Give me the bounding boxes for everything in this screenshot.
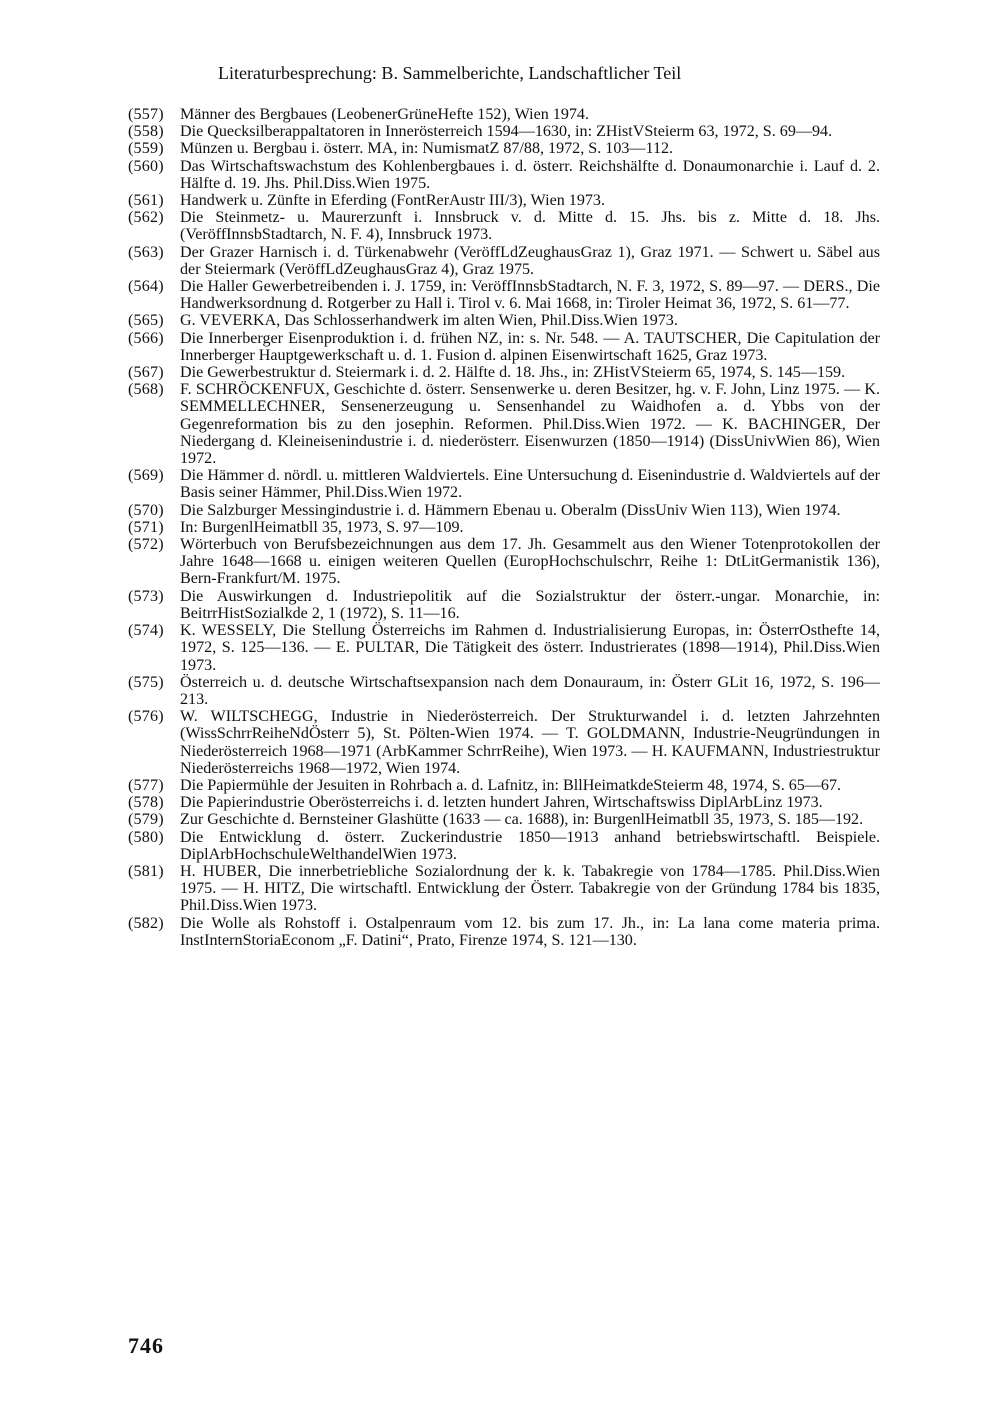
bibliography-entry: [128, 777, 880, 794]
entry-text: Die Salzburger Messingindustrie i. d. Hämmern Ebenau u. Oberalm (DissUniv Wien 113), Wien 1974.: [180, 501, 841, 519]
entry-text: Die Papiermühle der Jesuiten in Rohrbach a. d. Lafnitz, in: BllHeimatkdeSteierm 48, 1974, S. 65—67.: [180, 776, 842, 794]
entry-number: (579): [128, 811, 164, 829]
entry-text: Die Steinmetz- u. Maurerzunft i. Innsbruck v. d. Mitte d. 15. Jhs. bis z. Mitte d. 18. Jhs. (VeröffInnsbStadtarch, N. F. 4), Innsbruck 1973.: [180, 209, 880, 244]
entry-text: Die Wolle als Rohstoff i. Ostalpenraum vom 12. bis zum 17. Jh., in: La lana come materia prima. InstInternStoriaEconom „F. Datini“, Prato, Firenze 1974, S. 121—130.: [180, 914, 880, 949]
entry-text: Die Quecksilberappaltatoren in Innerösterreich 1594—1630, in: ZHistVSteierm 63, 1972, S. 69—94.: [180, 123, 833, 141]
bibliography-entry: [128, 106, 880, 123]
bibliography-entry: [128, 863, 880, 915]
entry-number: (562): [128, 209, 164, 227]
entry-number: (561): [128, 192, 164, 210]
bibliography-list: [128, 106, 880, 949]
bibliography-entry: [128, 364, 880, 381]
bibliography-entry: [128, 829, 880, 863]
bibliography-entry: [128, 811, 880, 828]
bibliography-entry: [128, 209, 880, 243]
bibliography-entry: [128, 140, 880, 157]
bibliography-entry: [128, 244, 880, 278]
entry-number: (573): [128, 587, 164, 605]
entry-text: K. WESSELY, Die Stellung Österreichs im Rahmen d. Industrialisierung Europas, in: ÖsterrOsthefte 14, 1972, S. 125—136. — E. PULTAR, Die Tätigkeit des österr. Industrierates (1898—1914), Phil.Diss.Wien 1973.: [180, 622, 880, 674]
entry-text: Das Wirtschaftswachstum des Kohlenbergbaues i. d. österr. Reichshälfte d. Donaumonarchie i. Lauf d. 2. Hälfte d. 19. Jhs. Phil.Diss.Wien 1975.: [180, 157, 880, 192]
entry-number: (572): [128, 536, 164, 554]
entry-number: (578): [128, 794, 164, 812]
entry-text: Münzen u. Bergbau i. österr. MA, in: NumismatZ 87/88, 1972, S. 103—112.: [180, 140, 674, 158]
page-number: 746: [128, 1333, 164, 1358]
entry-number: (559): [128, 140, 164, 158]
bibliography-entry: [128, 312, 880, 329]
entry-text: In: BurgenlHeimatbll 35, 1973, S. 97—109.: [180, 518, 464, 536]
bibliography-entry: [128, 502, 880, 519]
bibliography-entry: [128, 123, 880, 140]
entry-number: (558): [128, 123, 164, 141]
entry-number: (560): [128, 157, 164, 175]
entry-number: (570): [128, 501, 164, 519]
entry-number: (564): [128, 278, 164, 296]
bibliography-entry: [128, 192, 880, 209]
bibliography-entry: [128, 278, 880, 312]
entry-text: Männer des Bergbaues (LeobenerGrüneHefte 152), Wien 1974.: [180, 106, 590, 123]
bibliography-entry: [128, 467, 880, 501]
entry-number: (576): [128, 708, 164, 726]
entry-text: G. VEVERKA, Das Schlosserhandwerk im alten Wien, Phil.Diss.Wien 1973.: [180, 312, 678, 330]
bibliography-entry: [128, 622, 880, 674]
bibliography-entry: [128, 588, 880, 622]
entry-number: (575): [128, 673, 164, 691]
entry-text: Zur Geschichte d. Bernsteiner Glashütte (1633 — ca. 1688), in: BurgenlHeimatbll 35, 1973, S. 185—192.: [180, 811, 864, 829]
bibliography-entry: [128, 794, 880, 811]
entry-text: H. HUBER, Die innerbetriebliche Sozialordnung der k. k. Tabakregie von 1784—1785. Phil.Diss.Wien 1975. — H. HITZ, Die wirtschaftl. Entwicklung der Österr. Tabakregie von der Gründung 1784 bis 1835, Phil.Diss.Wien 1973.: [180, 862, 880, 915]
entry-text: Die Papierindustrie Oberösterreichs i. d. letzten hundert Jahren, Wirtschaftswiss DiplArbLinz 1973.: [180, 794, 823, 812]
bibliography-entry: [128, 915, 880, 949]
entry-text: Die Auswirkungen d. Industriepolitik auf die Sozialstruktur der österr.-ungar. Monarchie, in: BeitrrHistSozialkde 2, 1 (1972), S. 11—16.: [180, 587, 880, 622]
entry-number: (569): [128, 467, 164, 485]
entry-text: Die Haller Gewerbetreibenden i. J. 1759, in: VeröffInnsbStadtarch, N. F. 3, 1972, S. 89—97. — DERS., Die Handwerksordnung d. Rotgerber zu Hall i. Tirol v. 6. Mai 1668, in: Tiroler Heimat 36, 1972, S. 61—77.: [180, 278, 880, 313]
entry-text: F. SCHRÖCKENFUX, Geschichte d. österr. Sensenwerke u. deren Besitzer, hg. v. F. John, Linz 1975. — K. SEMMELLECHNER, Sensenerzeugung u. Sensenhandel zu Waidhofen a. d. Ybbs von der Gegenreformation bis zu den josephin. Reformen. Phil.Diss.Wien 1972. — K. BACHINGER, Der Niedergang d. Kleineisenindustrie i. d. niederösterr. Eisenwurzen (1850—1914) (DissUnivWien 86), Wien 1972.: [180, 381, 880, 468]
entry-number: (571): [128, 518, 164, 536]
entry-number: (563): [128, 243, 164, 261]
entry-number: (580): [128, 828, 164, 846]
entry-text: Die Innerberger Eisenproduktion i. d. frühen NZ, in: s. Nr. 548. — A. TAUTSCHER, Die Capitulation der Innerberger Hauptgewerkschaft u. d. 1. Fusion d. alpinen Eisenwirtschaft 1625, Graz 1973.: [180, 329, 880, 364]
entry-number: (574): [128, 622, 164, 640]
entry-number: (568): [128, 381, 164, 399]
entry-number: (566): [128, 329, 164, 347]
bibliography-entry: [128, 708, 880, 777]
bibliography-entry: [128, 519, 880, 536]
entry-number: (567): [128, 364, 164, 382]
bibliography-entry: [128, 536, 880, 588]
bibliography-entry: [128, 330, 880, 364]
entry-number: (581): [128, 862, 164, 880]
entry-number: (582): [128, 914, 164, 932]
entry-text: Österreich u. d. deutsche Wirtschaftsexpansion nach dem Donauraum, in: Österr GLit 16, 1972, S. 196—213.: [180, 673, 880, 708]
entry-text: Die Hämmer d. nördl. u. mittleren Waldviertels. Eine Untersuchung d. Eisenindustrie d. Waldviertels auf der Basis seiner Hämmer, Phil.Diss.Wien 1972.: [180, 467, 880, 502]
entry-number: (557): [128, 106, 164, 123]
entry-text: Der Grazer Harnisch i. d. Türkenabwehr (VeröffLdZeughausGraz 1), Graz 1971. — Schwert u. Säbel aus der Steiermark (VeröffLdZeughausGraz 4), Graz 1975.: [180, 243, 880, 278]
entry-text: Die Gewerbestruktur d. Steiermark i. d. 2. Hälfte d. 18. Jhs., in: ZHistVSteierm 65, 1974, S. 145—159.: [180, 364, 846, 382]
entry-text: Handwerk u. Zünfte in Eferding (FontRerAustr III/3), Wien 1973.: [180, 192, 605, 210]
entry-text: Die Entwicklung d. österr. Zuckerindustrie 1850—1913 anhand betriebswirtschaftl. Beispiele. DiplArbHochschuleWelthandelWien 1973.: [180, 828, 880, 863]
entry-text: Wörterbuch von Berufsbezeichnungen aus dem 17. Jh. Gesammelt aus den Wiener Totenprotokollen der Jahre 1648—1668 u. einigen weiteren Quellen (EuropHochschulschrr, Reihe 1: DtLitGermanistik 136), Bern-Frankfurt/M. 1975.: [180, 536, 880, 588]
entry-number: (565): [128, 312, 164, 330]
bibliography-entry: [128, 381, 880, 467]
running-header: Literaturbesprechung: B. Sammelberichte, Landschaftlicher Teil: [218, 63, 682, 83]
entry-number: (577): [128, 776, 164, 794]
bibliography-entry: [128, 674, 880, 708]
bibliography-entry: [128, 158, 880, 192]
entry-text: W. WILTSCHEGG, Industrie in Niederösterreich. Der Strukturwandel i. d. letzten Jahrzehnten (WissSchrrReiheNdÖsterr 5), St. Pölten-Wien 1974. — T. GOLDMANN, Industrie-Neugründungen in Niederösterreich 1968—1971 (ArbKammer SchrrReihe), Wien 1973. — H. KAUFMANN, Industriestruktur Niederösterreichs 1968—1972, Wien 1974.: [180, 708, 880, 777]
